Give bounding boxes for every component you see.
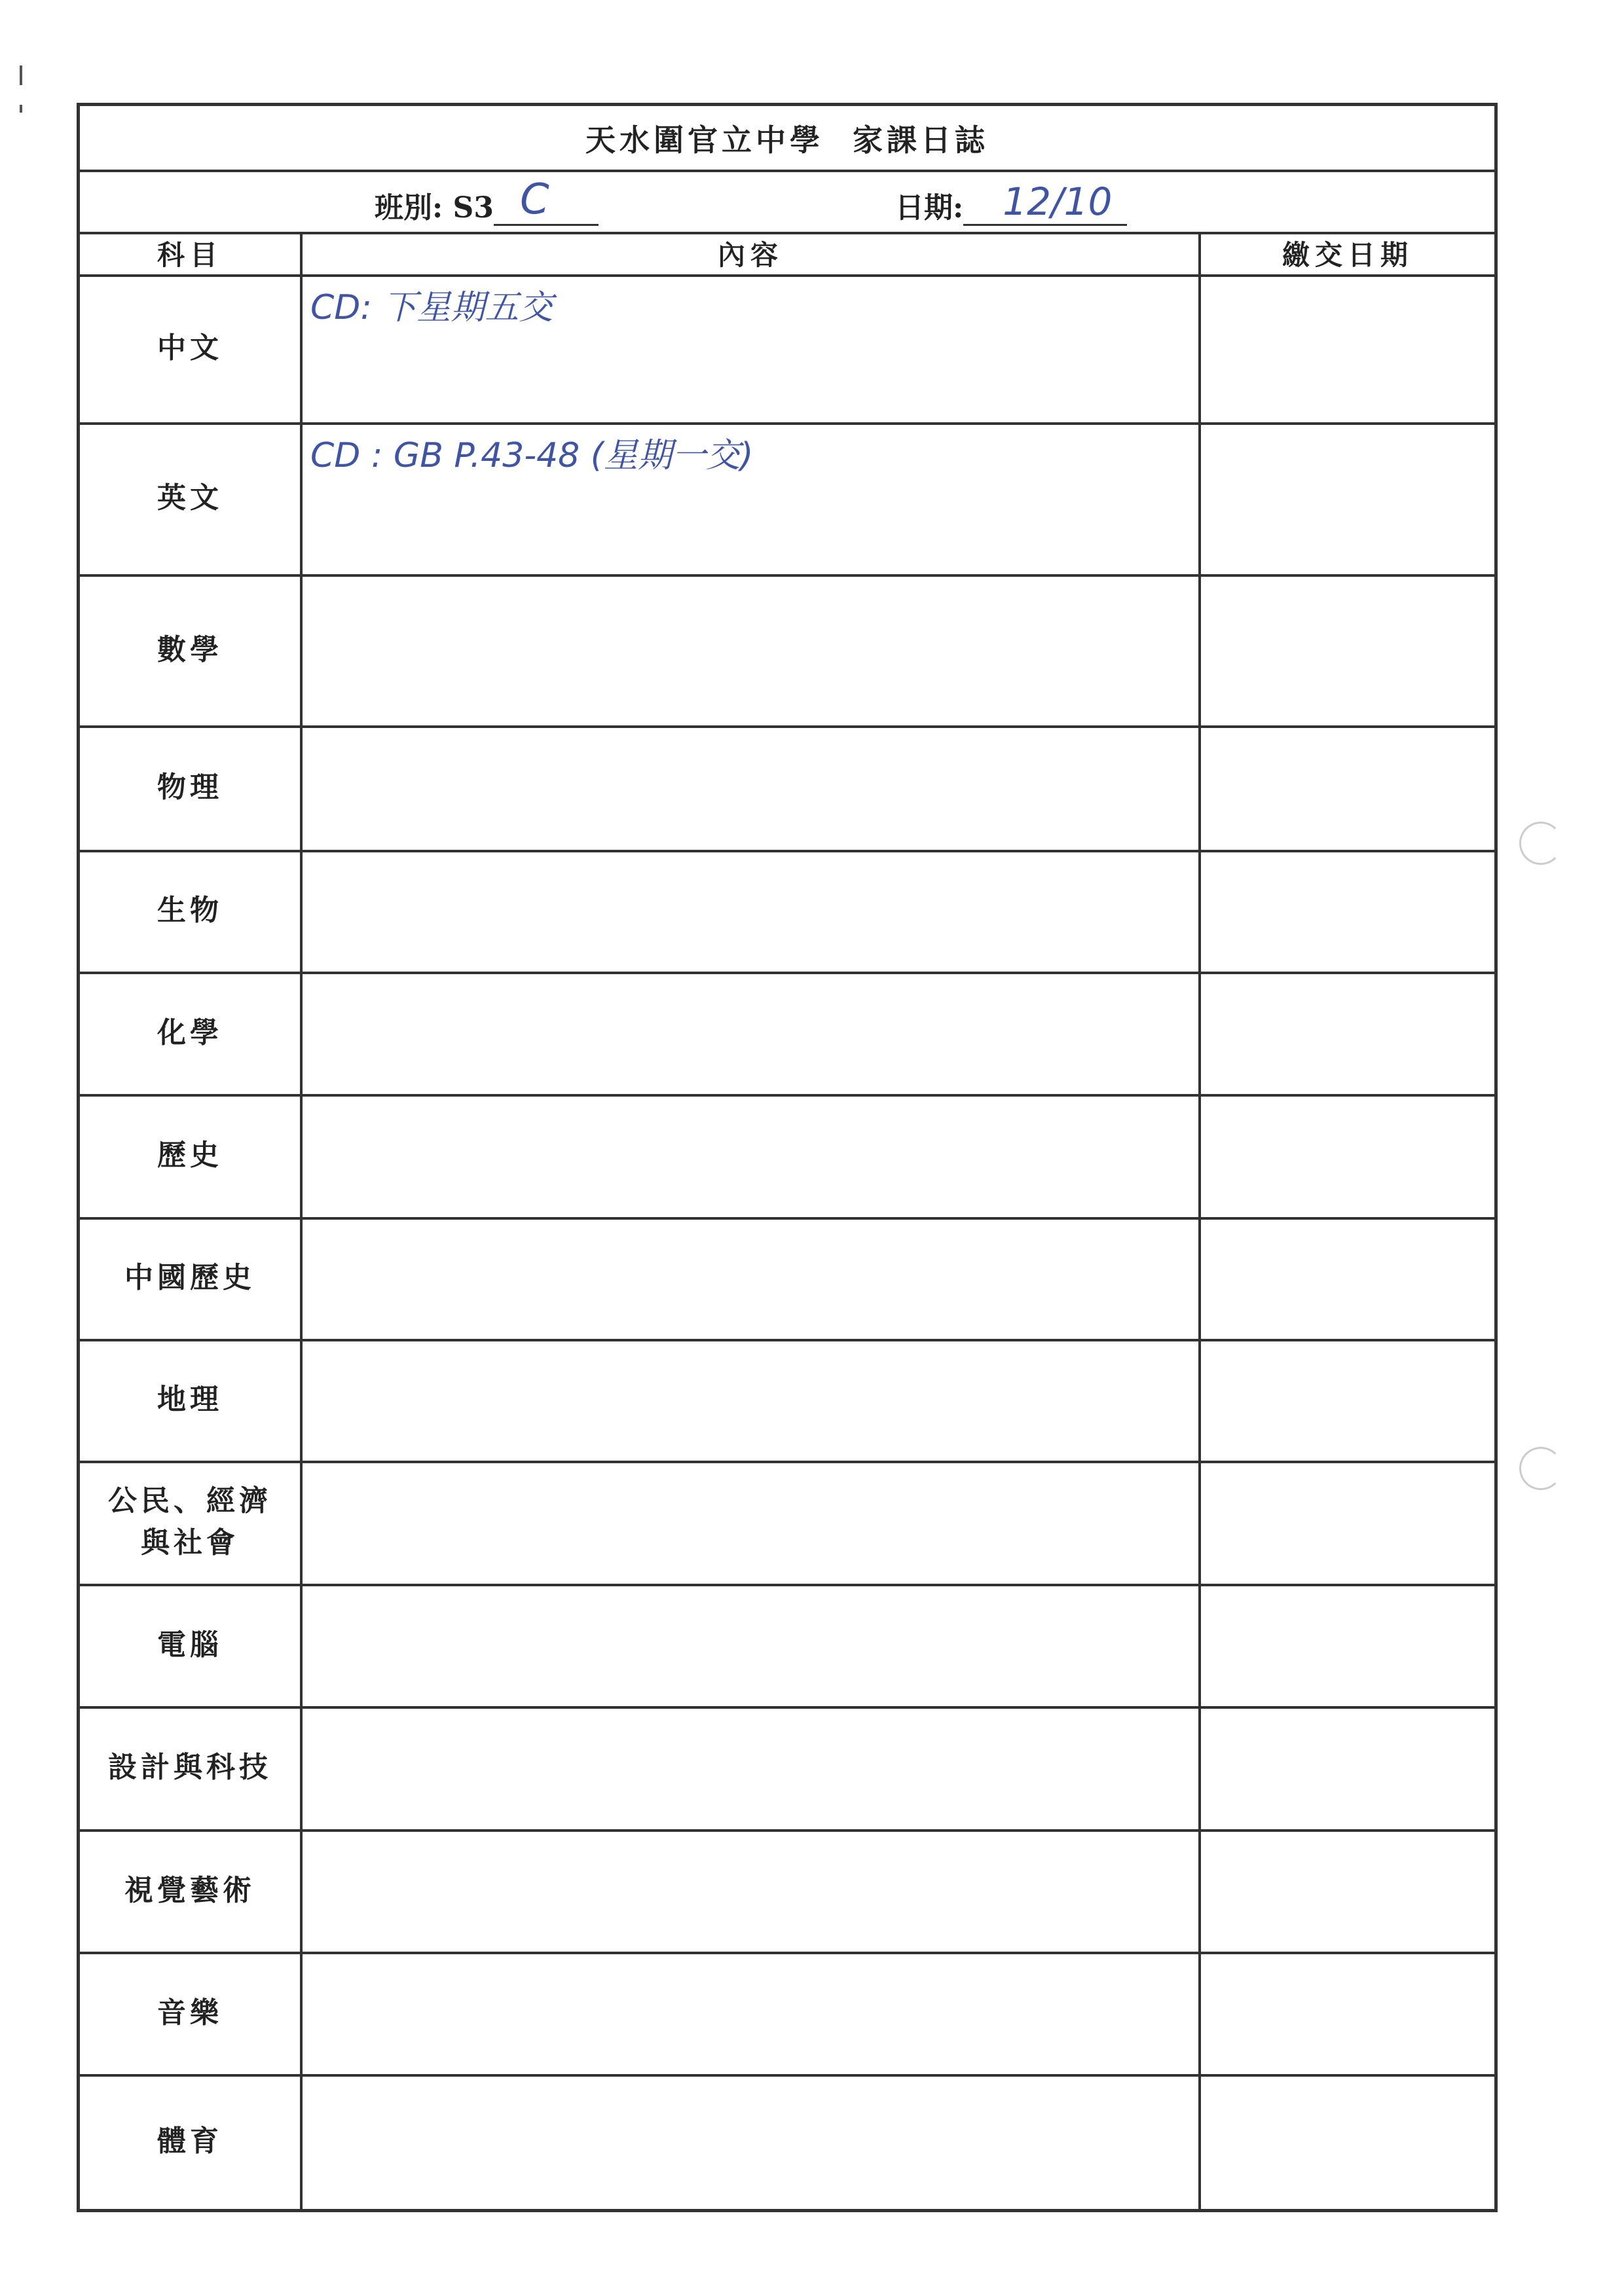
homework-content[interactable] xyxy=(310,977,1188,1089)
due-date-cell[interactable] xyxy=(1201,731,1494,845)
homework-content[interactable] xyxy=(310,1589,1188,1701)
subject-label: 生物 xyxy=(157,894,223,927)
due-date-cell[interactable] xyxy=(1201,1711,1494,1824)
homework-content[interactable] xyxy=(310,1834,1188,1946)
subject-label: 公民、經濟 與社會 xyxy=(108,1484,272,1559)
subject-row xyxy=(80,574,1494,728)
subject-row xyxy=(80,1217,1494,1341)
subject-row xyxy=(80,1339,1494,1463)
subject-label: 物理 xyxy=(157,771,223,804)
column-headers xyxy=(80,232,1494,277)
date-line[interactable] xyxy=(963,179,1127,226)
subject-row xyxy=(80,1461,1494,1586)
date-value: 12/10 xyxy=(1003,179,1113,224)
due-date-cell[interactable] xyxy=(1201,1834,1494,1946)
homework-content[interactable] xyxy=(310,1222,1188,1334)
margin-mark-1 xyxy=(20,65,22,85)
header-content: 內容 xyxy=(717,238,783,271)
homework-content[interactable] xyxy=(310,855,1188,966)
subject-row xyxy=(80,2074,1494,2209)
date-label: 日期: xyxy=(895,191,964,225)
subject-row xyxy=(80,422,1494,577)
subject-row xyxy=(80,972,1494,1097)
subject-row xyxy=(80,850,1494,974)
subject-label: 中文 xyxy=(157,331,223,365)
subject-row xyxy=(80,725,1494,852)
subject-label: 地理 xyxy=(157,1383,223,1416)
subject-label: 數學 xyxy=(157,632,223,666)
subject-label: 化學 xyxy=(157,1015,223,1049)
subject-label: 音樂 xyxy=(157,1995,223,2030)
margin-mark-2 xyxy=(20,105,22,113)
subject-label: 中國歷史 xyxy=(124,1261,255,1294)
due-date-cell[interactable] xyxy=(1201,280,1494,417)
homework-content[interactable] xyxy=(310,1344,1188,1455)
homework-diary-form xyxy=(77,103,1498,2212)
homework-content[interactable]: CD : GB P.43-48 (星期一交) xyxy=(310,436,754,475)
due-date-cell[interactable] xyxy=(1201,1344,1494,1455)
due-date-cell[interactable] xyxy=(1201,1222,1494,1334)
due-date-cell[interactable] xyxy=(1201,1589,1494,1701)
subject-label: 視覺藝術 xyxy=(124,1873,255,1907)
header-due-date: 繳交日期 xyxy=(1282,238,1413,271)
due-date-cell[interactable] xyxy=(1201,855,1494,966)
subject-row xyxy=(80,274,1494,425)
subject-label: 設計與科技 xyxy=(108,1751,272,1784)
punch-hole-top xyxy=(1519,822,1562,865)
homework-content[interactable]: CD: 下星期五交 xyxy=(310,288,553,327)
subject-row xyxy=(80,1952,1494,2077)
homework-content[interactable] xyxy=(310,1466,1188,1578)
form-title xyxy=(80,106,1494,172)
class-line[interactable] xyxy=(494,175,599,226)
subject-label: 體育 xyxy=(157,2124,223,2158)
due-date-cell[interactable] xyxy=(1201,579,1494,720)
subject-row xyxy=(80,1706,1494,1832)
homework-content[interactable] xyxy=(310,731,1188,845)
subject-row xyxy=(80,1094,1494,1220)
homework-content[interactable] xyxy=(310,1711,1188,1824)
info-row xyxy=(80,170,1494,234)
due-date-cell[interactable] xyxy=(1201,428,1494,569)
class-field xyxy=(375,175,599,226)
due-date-cell[interactable] xyxy=(1201,977,1494,1089)
homework-content[interactable] xyxy=(310,579,1188,720)
due-date-cell[interactable] xyxy=(1201,1466,1494,1578)
form-title-text: 天水圍官立中學 家課日誌 xyxy=(585,122,989,158)
due-date-cell[interactable] xyxy=(1201,1957,1494,2069)
homework-content[interactable] xyxy=(310,1099,1188,1212)
subject-label: 歷史 xyxy=(157,1139,223,1172)
due-date-cell[interactable] xyxy=(1201,1099,1494,1212)
class-value: C xyxy=(519,175,549,224)
due-date-cell[interactable] xyxy=(1201,2079,1494,2204)
subject-row xyxy=(80,1584,1494,1709)
punch-hole-bottom xyxy=(1519,1447,1562,1490)
homework-content[interactable] xyxy=(310,2079,1188,2204)
header-subject: 科目 xyxy=(157,238,223,271)
subject-label: 英文 xyxy=(157,481,223,515)
subject-label: 電腦 xyxy=(157,1628,223,1662)
subject-row xyxy=(80,1829,1494,1954)
homework-content[interactable] xyxy=(310,1957,1188,2069)
class-label: 班別: S3 xyxy=(375,191,494,225)
date-field xyxy=(895,179,1127,226)
